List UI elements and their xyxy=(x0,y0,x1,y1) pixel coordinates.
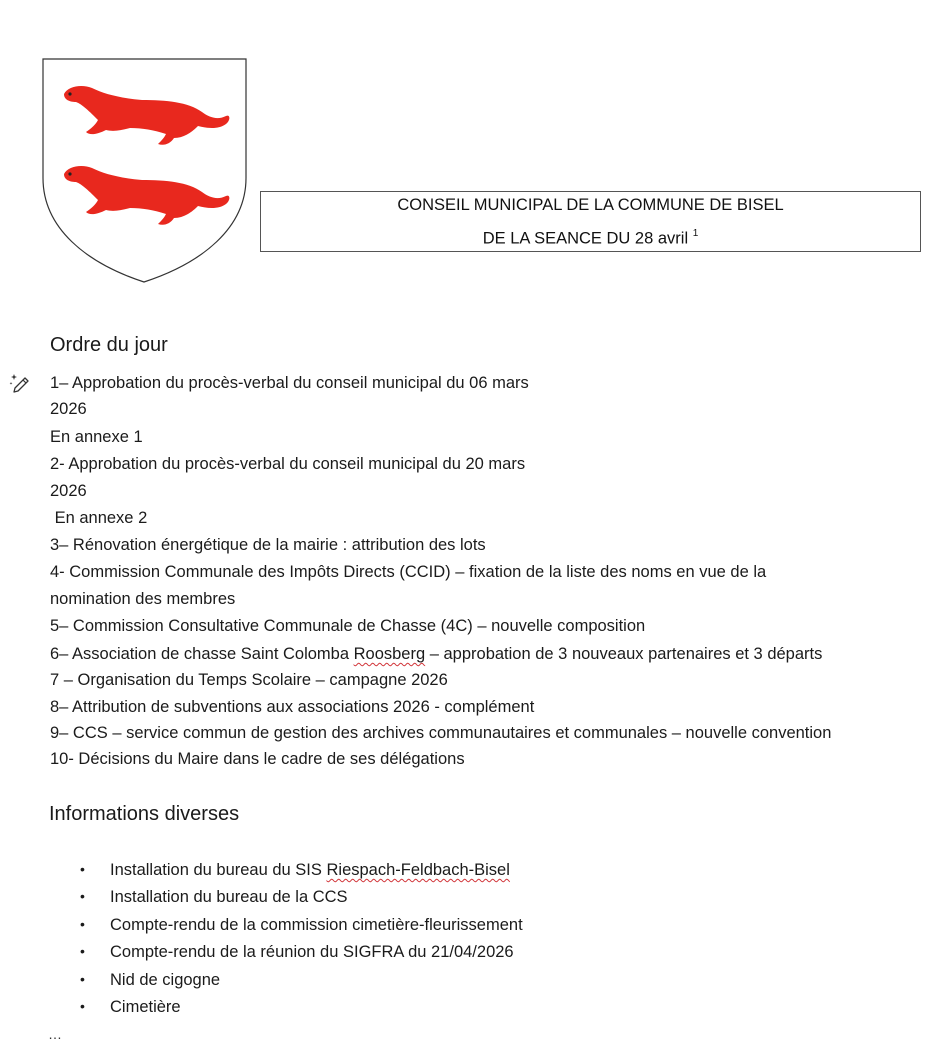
bullet-icon: • xyxy=(80,888,85,904)
spellcheck-word[interactable]: Roosberg xyxy=(353,645,426,663)
agenda-item-7: 7 – Organisation du Temps Scolaire – campagne 2026 xyxy=(50,671,448,689)
agenda-item-10: 10- Décisions du Maire dans le cadre de ses délégations xyxy=(50,750,465,768)
bullet-icon: • xyxy=(80,971,85,987)
agenda-item-9: 9– CCS – service commun de gestion des archives communautaires et communales – nouvelle convention xyxy=(50,724,832,742)
document-title-box xyxy=(260,191,921,252)
agenda-item-2: 2- Approbation du procès-verbal du conseil municipal du 20 mars xyxy=(50,455,526,473)
agenda-item-1-annex: En annexe 1 xyxy=(50,428,143,446)
list-item-text: Nid de cigogne xyxy=(110,971,221,989)
session-date: DE LA SEANCE DU 28 avril xyxy=(482,229,689,248)
title-line-session xyxy=(261,229,920,249)
list-item-text: Compte-rendu de la commission cimetière-fleurissement xyxy=(110,916,523,934)
list-item-text: Cimetière xyxy=(110,998,181,1016)
list-item-text-start: Installation du bureau du SIS xyxy=(110,861,327,879)
list-item-text: Installation du bureau de la CCS xyxy=(110,888,348,906)
agenda-item-1: 1– Approbation du procès-verbal du conseil municipal du 06 mars xyxy=(50,374,529,392)
info-heading: Informations diverses xyxy=(49,803,240,825)
footnote-mark: 1 xyxy=(692,228,699,239)
spellcheck-word[interactable]: Riespach-Feldbach-Bisel xyxy=(326,861,510,879)
title-line-council: CONSEIL MUNICIPAL DE LA COMMUNE DE BISEL xyxy=(397,196,784,214)
bullet-icon: • xyxy=(80,998,85,1014)
agenda-item-5: 5– Commission Consultative Communale de Chasse (4C) – nouvelle composition xyxy=(50,617,646,635)
pen-sparkle-icon[interactable] xyxy=(8,372,32,396)
agenda-item-1-year: 2026 xyxy=(50,400,87,418)
agenda-item-2-year: 2026 xyxy=(50,482,87,500)
list-item-text xyxy=(110,861,510,880)
agenda-item-6-rest: – approbation de 3 nouveaux partenaires et 3 départs xyxy=(425,645,823,663)
bullet-icon: • xyxy=(80,861,85,877)
coat-of-arms-logo xyxy=(42,58,247,283)
agenda-item-3: 3– Rénovation énergétique de la mairie : attribution des lots xyxy=(50,536,486,554)
agenda-item-2-annex: En annexe 2 xyxy=(50,509,148,527)
agenda-item-6 xyxy=(50,645,822,664)
agenda-heading: Ordre du jour xyxy=(50,334,168,356)
agenda-item-4-cont: nomination des membres xyxy=(50,590,236,608)
bullet-icon: • xyxy=(80,943,85,959)
continuation-ellipsis: … xyxy=(48,1026,62,1042)
bullet-icon: • xyxy=(80,916,85,932)
agenda-item-8: 8– Attribution de subventions aux associations 2026 - complément xyxy=(50,698,535,716)
agenda-item-4: 4- Commission Communale des Impôts Directs (CCID) – fixation de la liste des noms en vue de la xyxy=(50,563,767,581)
agenda-item-6-text: 6– Association de chasse Saint Colomba xyxy=(50,645,354,663)
list-item-text: Compte-rendu de la réunion du SIGFRA du 21/04/2026 xyxy=(110,943,514,961)
